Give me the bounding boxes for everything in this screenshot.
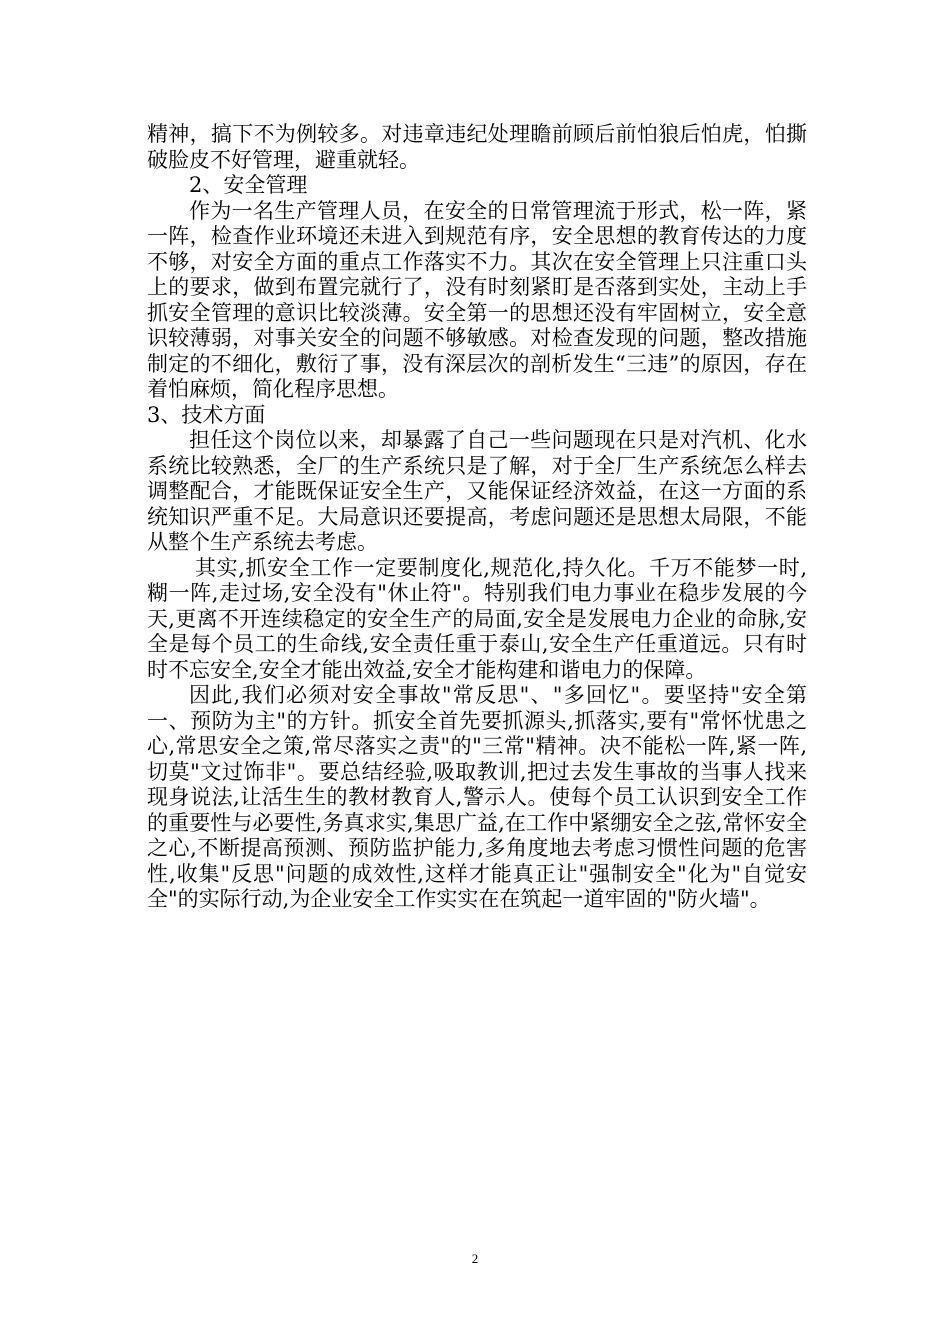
page-number: 2: [471, 1251, 479, 1266]
document-body: [147, 122, 807, 913]
paragraph-safety-management: 作为一名生产管理人员，在安全的日常管理流于形式，松一阵，紧一阵，检查作业环境还未进入到规范有序，安全思想的教育传达的力度不够，对安全方面的重点工作落实不力。其次在安全管理上只注重口头上的要求，做到布置完就行了，没有时刻紧盯是否落到实处，主动上手抓安全管理的意识比较淡薄。安全第一的思想还没有牢固树立，安全意识较薄弱，对事关安全的问题不够敏感。对检查发现的问题，整改措施制定的不细化，敷衍了事，没有深层次的剖析发生“三违”的原因，存在着怕麻烦，简化程序思想。: [147, 198, 807, 401]
paragraph-reflection: 因此,我们必须对安全事故"常反思"、"多回忆"。要坚持"安全第一、预防为主"的方针。抓安全首先要抓源头,抓落实,要有"常怀忧患之心,常思安全之策,常尽落实之责"的"三常"精神。决不能松一阵,紧一阵,切莫"文过饰非"。要总结经验,吸取教训,把过去发生事故的当事人找来现身说法,让活生生的教材教育人,警示人。使每个员工认识到安全工作的重要性与必要性,务真求实,集思广益,在工作中紧绷安全之弦,常怀安全之心,不断提高预测、预防监护能力,多角度地去考虑习惯性问题的危害性,收集"反思"问题的成效性,这样才能真正让"强制安全"化为"自觉安全"的实际行动,为企业安全工作实实在在筑起一道牢固的"防火墙"。: [147, 683, 807, 911]
paragraph-technical: 担任这个岗位以来，却暴露了自己一些问题现在只是对汽机、化水系统比较熟悉，全厂的生产系统只是了解，对于全厂生产系统怎么样去调整配合，才能既保证安全生产，又能保证经济效益，在这一方面的系统知识严重不足。大局意识还要提高，考虑问题还是思想太局限，不能从整个生产系统去考虑。: [147, 428, 807, 554]
section-heading-safety-management: 2、安全管理: [189, 173, 308, 197]
section-heading-technical: 3、技术方面: [147, 402, 266, 427]
paragraph-institutionalize-safety: 其实,抓安全工作一定要制度化,规范化,持久化。千万不能梦一时,糊一阵,走过场,安全没有"休止符"。特别我们电力事业在稳步发展的今天,更离不开连续稳定的安全生产的局面,安全是发展电力企业的命脉,安全是每个员工的生命线,安全责任重于泰山,安全生产任重道远。只有时时不忘安全,安全才能出效益,安全才能构建和谐电力的保障。: [147, 555, 807, 682]
paragraph-continuation: 精神，搞下不为例较多。对违章违纪处理瞻前顾后前怕狼后怕虎，怕撕破脸皮不好管理，避重就轻。: [147, 122, 807, 172]
